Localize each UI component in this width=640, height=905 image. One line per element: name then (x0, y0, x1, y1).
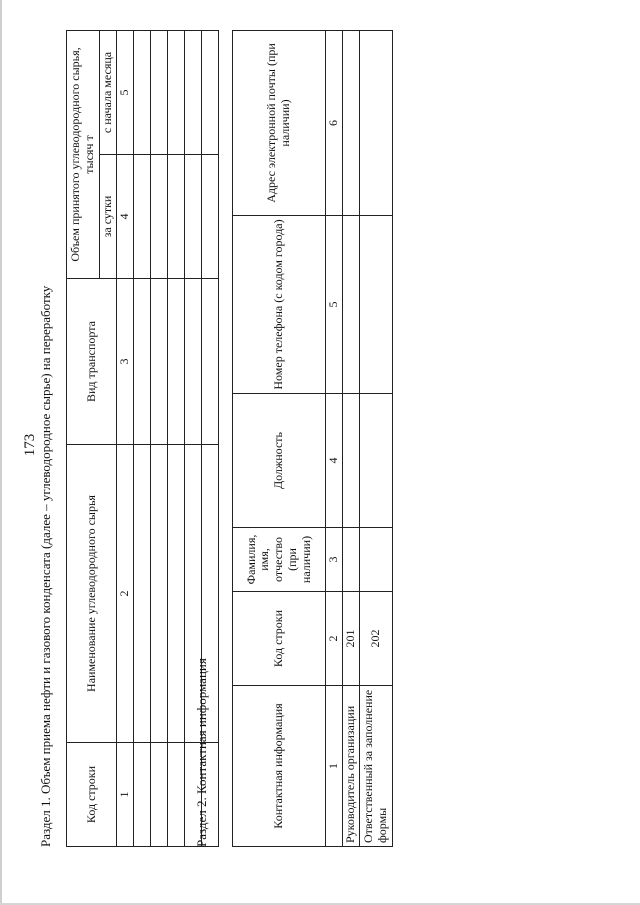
s1-colnum-1: 1 (117, 743, 134, 847)
table-row (150, 31, 167, 847)
section1-title: Раздел 1. Объем приема нефти и газового конденсата (далее – углеводородное сырье) на переработку (38, 285, 53, 847)
section2-table (232, 30, 393, 847)
s2-colnum-1: 1 (326, 686, 343, 847)
s2-colnum-3: 3 (326, 528, 343, 592)
empty-cell[interactable] (359, 394, 392, 528)
empty-cell[interactable] (150, 31, 167, 155)
section2-title: Раздел 2. Контактная информация (194, 658, 209, 847)
s1-header-volume: Объем принятого углеводородного сырья, тысяч т (67, 31, 100, 279)
s2-colnum-6: 6 (326, 31, 343, 216)
empty-cell[interactable] (150, 279, 167, 445)
s2-header-code: Код строки (233, 592, 326, 686)
empty-cell[interactable] (167, 743, 184, 847)
empty-cell[interactable] (342, 528, 359, 592)
empty-cell[interactable] (133, 743, 150, 847)
empty-cell[interactable] (201, 31, 218, 155)
empty-cell[interactable] (133, 445, 150, 743)
table-row (359, 31, 392, 847)
empty-cell[interactable] (342, 394, 359, 528)
empty-cell[interactable] (133, 279, 150, 445)
empty-cell[interactable] (133, 155, 150, 279)
s2-header-contact: Контактная информация (233, 686, 326, 847)
empty-cell[interactable] (359, 31, 392, 216)
empty-cell[interactable] (167, 279, 184, 445)
s2-colnum-2: 2 (326, 592, 343, 686)
s2-header-position: Должность (233, 394, 326, 528)
s1-colnum-3: 3 (117, 279, 134, 445)
s2-row-code: 201 (342, 592, 359, 686)
s2-row-code: 202 (359, 592, 392, 686)
empty-cell[interactable] (184, 279, 201, 445)
table-row (133, 31, 150, 847)
empty-cell[interactable] (359, 216, 392, 394)
empty-cell[interactable] (167, 155, 184, 279)
empty-cell[interactable] (150, 445, 167, 743)
empty-cell[interactable] (133, 31, 150, 155)
s2-row-label: Руководитель организации (342, 686, 359, 847)
empty-cell[interactable] (342, 31, 359, 216)
s1-colnum-2: 2 (117, 445, 134, 743)
s1-header-name: Наименование углеводородного сырья (67, 445, 117, 743)
empty-cell[interactable] (167, 31, 184, 155)
s2-row-label: Ответственный за заполнение формы (359, 686, 392, 847)
empty-cell[interactable] (342, 216, 359, 394)
empty-cell[interactable] (150, 155, 167, 279)
s1-header-since-month: с начала месяца (100, 31, 117, 155)
empty-cell[interactable] (184, 31, 201, 155)
table-row (167, 31, 184, 847)
s2-colnum-5: 5 (326, 216, 343, 394)
s2-header-fio: Фамилия, имя, отчество (при наличии) (233, 528, 326, 592)
empty-cell[interactable] (201, 155, 218, 279)
s2-header-email: Адрес электронной почты (при наличии) (233, 31, 326, 216)
empty-cell[interactable] (359, 528, 392, 592)
s1-header-per-day: за сутки (100, 155, 117, 279)
s2-colnum-4: 4 (326, 394, 343, 528)
empty-cell[interactable] (150, 743, 167, 847)
empty-cell[interactable] (184, 155, 201, 279)
s1-header-code: Код строки (67, 743, 117, 847)
s1-colnum-5: 5 (117, 31, 134, 155)
empty-cell[interactable] (167, 445, 184, 743)
page-number: 173 (22, 433, 38, 457)
table-row (342, 31, 359, 847)
s2-header-phone: Номер телефона (с кодом города) (233, 216, 326, 394)
empty-cell[interactable] (201, 279, 218, 445)
s1-header-transport: Вид транспорта (67, 279, 117, 445)
s1-colnum-4: 4 (117, 155, 134, 279)
